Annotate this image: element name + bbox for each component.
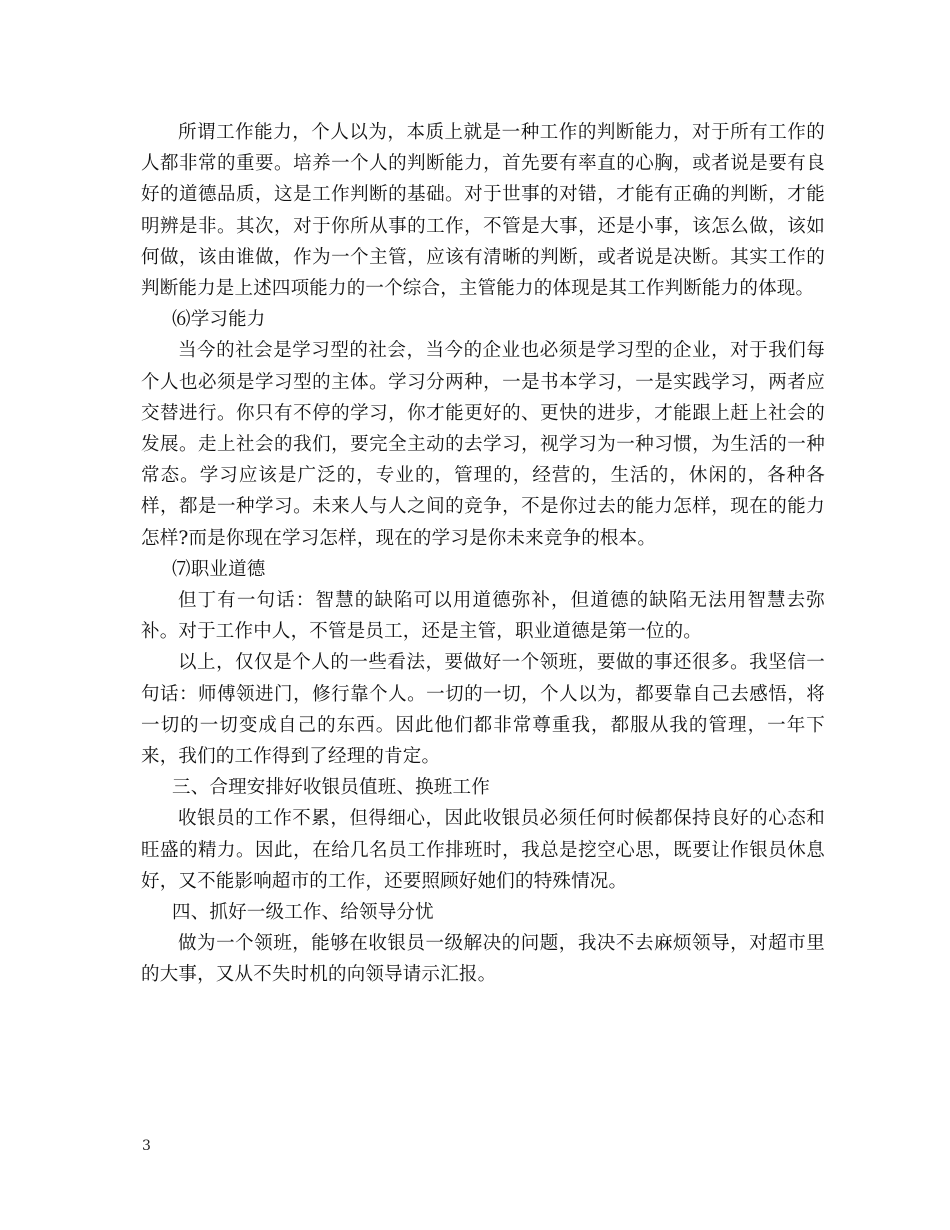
page-number: 3 [142,1138,151,1154]
paragraph-personal-views: 以上，仅仅是个人的一些看法，要做好一个领班，要做的事还很多。我坚信一句话：师傅领进门，修行靠个人。一切的一切，个人以为，都要靠自己去感悟，将一切的一切变成自己的东西。因此他们都非常尊重我，都服从我的管理，一年下来，我们的工作得到了经理的肯定。 [141,652,825,768]
heading-professional-ethics: ⑺职业道德 [172,558,266,580]
paragraph-dante-quote: 但丁有一句话：智慧的缺陷可以用道德弥补，但道德的缺陷无法用智慧去弥补。对于工作中人，不管是员工，还是主管，职业道德是第一位的。 [141,590,825,643]
paragraph-cashier-work: 收银员的工作不累，但得细心，因此收银员必须任何时候都保持良好的心态和旺盛的精力。因此，在给几名员工作排班时，我总是挖空心思，既要让作银员休息好，又不能影响超市的工作，还要照顾好她们的特殊情况。 [141,808,825,892]
document-body [141,117,825,991]
paragraph-team-leader: 做为一个领班，能够在收银员一级解决的问题，我决不去麻烦领导，对超市里的大事，又从不失时机的向领导请示汇报。 [141,933,825,986]
paragraph-work-judgment: 所谓工作能力，个人以为，本质上就是一种工作的判断能力，对于所有工作的人都非常的重要。培养一个人的判断能力，首先要有率直的心胸，或者说是要有良好的道德品质，这是工作判断的基础。对于世事的对错，才能有正确的判断，才能明辨是非。其次，对于你所从事的工作，不管是大事，还是小事，该怎么做，该如何做，该由谁做，作为一个主管，应该有清晰的判断，或者说是决断。其实工作的判断能力是上述四项能力的一个综合，主管能力的体现是其工作判断能力的体现。 [141,122,825,300]
heading-first-level-work: 四、抓好一级工作、给领导分忧 [172,902,434,924]
heading-cashier-shifts: 三、合理安排好收银员值班、换班工作 [172,777,490,799]
heading-learning-ability: ⑹学习能力 [172,309,266,331]
paragraph-learning-society: 当今的社会是学习型的社会，当今的企业也必须是学习型的企业，对于我们每个人也必须是学习型的主体。学习分两种，一是书本学习，一是实践学习，两者应交替进行。你只有不停的学习，你才能更好的、更快的进步，才能跟上赶上社会的发展。走上社会的我们，要完全主动的去学习，视学习为一种习惯，为生活的一种常态。学习应该是广泛的，专业的，管理的，经营的，生活的，休闲的，各种各样，都是一种学习。未来人与人之间的竞争，不是你过去的能力怎样，现在的能力怎样?而是你现在学习怎样，现在的学习是你未来竞争的根本。 [141,340,825,549]
